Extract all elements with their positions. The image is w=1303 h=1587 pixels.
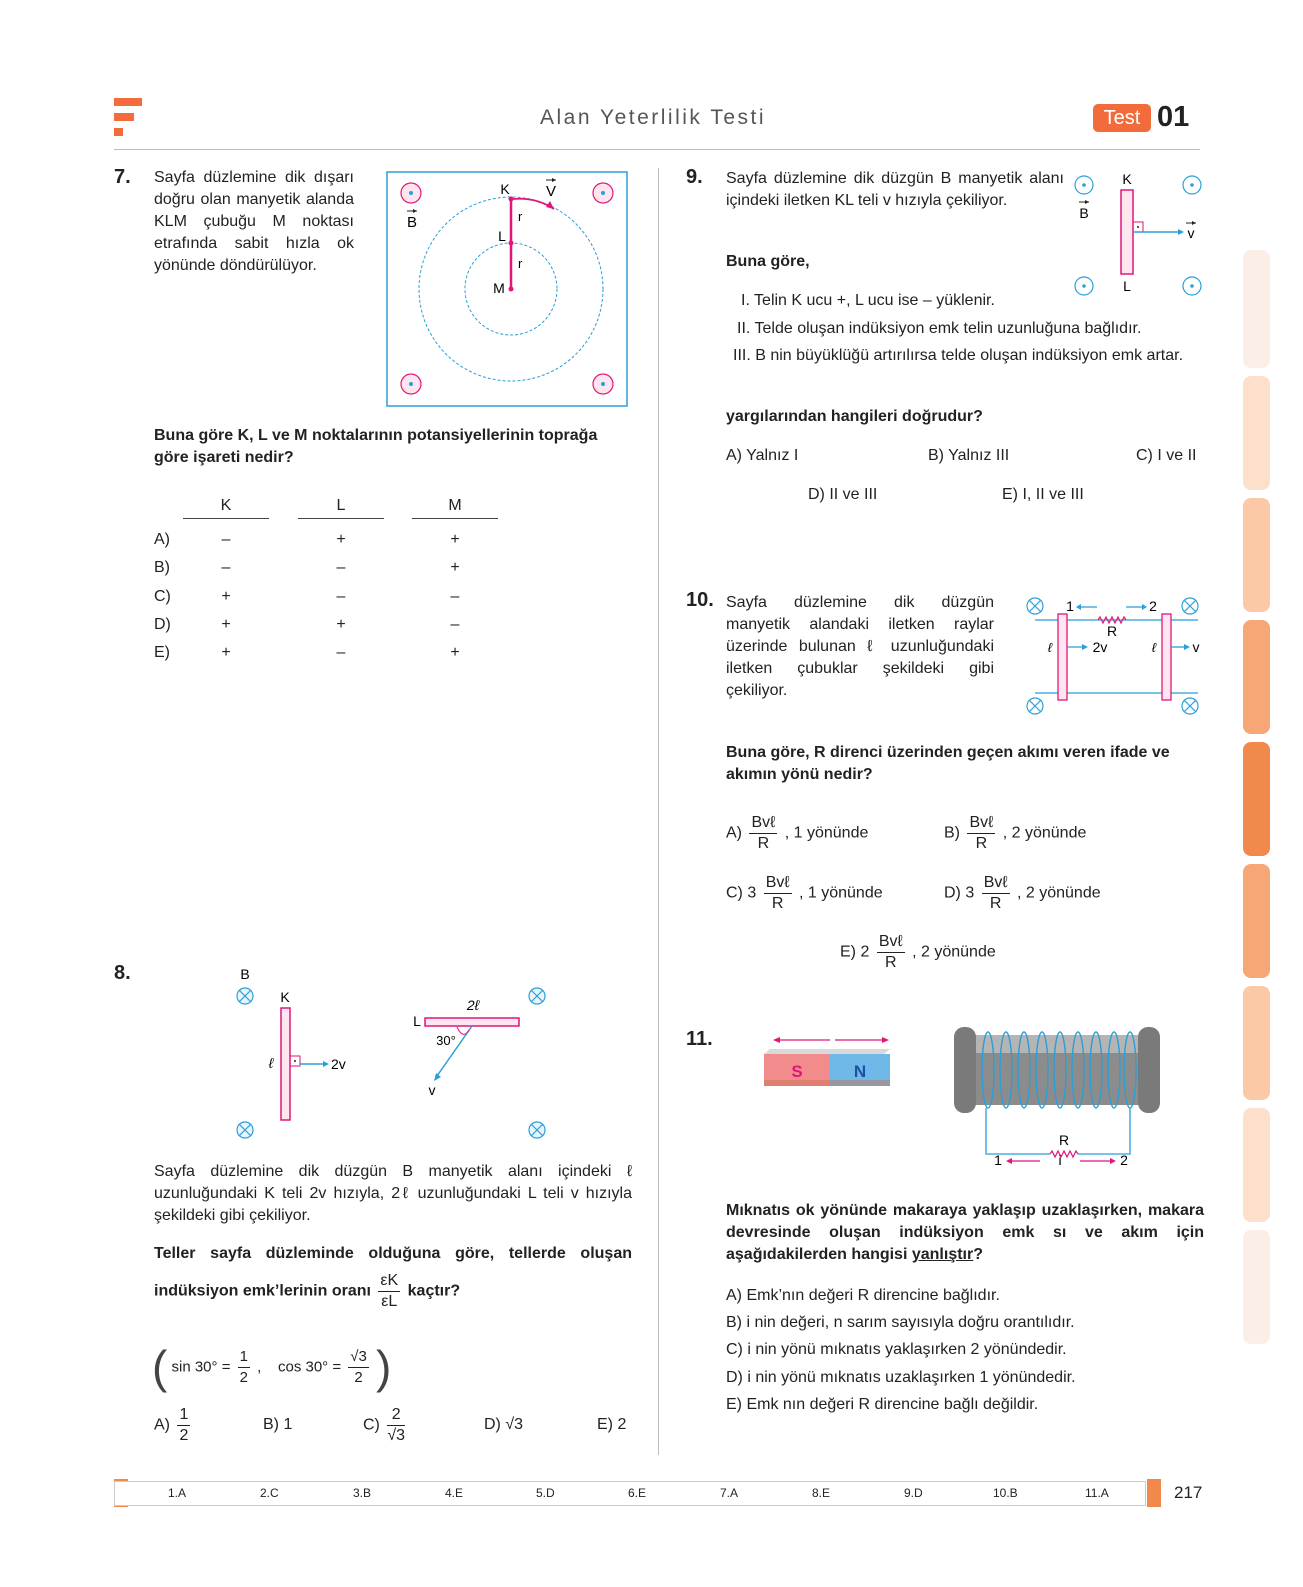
answer-key-8: 8.E bbox=[812, 1486, 831, 1500]
q11-question: Mıknatıs ok yönünde makaraya yaklaşıp uzaklaşırken, makara devresinde oluşan indüksiyon emk sı ve akım için aşağıdakilerden hangisi yanlıştır? bbox=[726, 1202, 1204, 1263]
q10-number: 10. bbox=[686, 589, 714, 611]
svg-text:K: K bbox=[1122, 171, 1132, 187]
q8-figure bbox=[225, 960, 565, 1140]
svg-text:v: v bbox=[1192, 639, 1200, 655]
q8-option-B[interactable]: B) 1 bbox=[263, 1416, 293, 1433]
page-header-title: Alan Yeterlilik Testi bbox=[540, 106, 767, 129]
q10-text: Sayfa düzlemine dik düzgün manyetik alandaki iletken raylar üzerinde bulunan ℓ uzunluğundaki iletken çubuklar şekildeki gibi çekiliyor. bbox=[726, 594, 994, 699]
into-page-symbol-icon bbox=[1027, 598, 1198, 714]
svg-text:S: S bbox=[791, 1062, 803, 1081]
q9-question: yargılarından hangileri doğrudur? bbox=[726, 408, 983, 425]
q8-hint: ( sin 30° = $\frac{1}{2}$ , cos 30° = $\frac{√3}{2}$ ) bbox=[152, 1341, 392, 1393]
svg-text:1: 1 bbox=[994, 1152, 1002, 1168]
header-divider bbox=[114, 149, 1200, 150]
publisher-logo bbox=[114, 98, 142, 138]
svg-text:L: L bbox=[498, 228, 506, 244]
svg-text:K: K bbox=[500, 181, 510, 197]
q7-col-K: K bbox=[183, 497, 269, 519]
svg-text:N: N bbox=[853, 1062, 867, 1081]
q9-statement-1: I. Telin K ucu +, L ucu ise – yüklenir. bbox=[741, 292, 995, 309]
footer-accent-right bbox=[1147, 1479, 1161, 1507]
svg-text:V: V bbox=[545, 183, 557, 200]
svg-text:ℓ: ℓ bbox=[268, 1055, 274, 1071]
q9-option-C[interactable]: C) I ve II bbox=[1136, 447, 1197, 464]
q11-option-A[interactable]: A) Emk’nın değeri R direncine bağlıdır. bbox=[726, 1287, 1000, 1304]
q8-option-E[interactable]: E) 2 bbox=[597, 1416, 627, 1433]
svg-text:L: L bbox=[413, 1013, 421, 1029]
side-tab-6 bbox=[1243, 864, 1270, 978]
svg-text:B: B bbox=[240, 966, 250, 982]
answer-key-11: 11.A bbox=[1085, 1486, 1109, 1500]
q11-option-E[interactable]: E) Emk nın değeri R direncine bağlı değildir. bbox=[726, 1396, 1039, 1413]
svg-text:v: v bbox=[428, 1082, 436, 1098]
q8-option-A[interactable]: A) $\frac{1}{2}$ bbox=[154, 1406, 189, 1444]
svg-text:1: 1 bbox=[1066, 598, 1074, 614]
side-tab-2 bbox=[1243, 376, 1270, 490]
q7-question: Buna göre K, L ve M noktalarının potansiyellerinin toprağa göre işareti nedir? bbox=[154, 427, 598, 466]
q11-number: 11. bbox=[686, 1028, 713, 1050]
svg-text:B: B bbox=[406, 214, 418, 231]
q9-number: 9. bbox=[686, 166, 703, 188]
q7-number: 7. bbox=[114, 166, 131, 188]
side-tab-9 bbox=[1243, 1230, 1270, 1344]
side-tab-7 bbox=[1243, 986, 1270, 1100]
q7-col-L: L bbox=[298, 497, 384, 519]
out-of-page-symbol-icon bbox=[1075, 176, 1201, 295]
svg-text:L: L bbox=[1123, 278, 1131, 294]
svg-text:r: r bbox=[518, 256, 523, 271]
svg-text:2: 2 bbox=[1120, 1152, 1128, 1168]
answer-key-10: 10.B bbox=[993, 1486, 1018, 1500]
side-tab-8 bbox=[1243, 1108, 1270, 1222]
svg-text:i: i bbox=[1058, 1152, 1062, 1168]
svg-text:r: r bbox=[518, 209, 523, 224]
answer-key-7: 7.A bbox=[720, 1486, 739, 1500]
side-tab-3 bbox=[1243, 498, 1270, 612]
q9-text: Sayfa düzlemine dik düzgün B manyetik alanı içindeki iletken KL teli v hızıyla çekiliyor. bbox=[726, 170, 1064, 209]
side-tab-1 bbox=[1243, 250, 1270, 368]
q8-option-C[interactable]: C) $\frac{2}{√3}$ bbox=[363, 1406, 406, 1444]
q10-option-A[interactable]: A) $\frac{\text{Bvℓ}}{R}$ , 1 yönünde bbox=[726, 814, 869, 852]
magnet-icon bbox=[764, 1049, 890, 1086]
column-divider bbox=[658, 168, 659, 1455]
q7-text: Sayfa düzlemine dik dışarı doğru olan manyetik alanda KLM çubuğu M noktası etrafında sabit hızla ok yönünde döndürülüyor. bbox=[154, 169, 354, 274]
q9-option-E[interactable]: E) I, II ve III bbox=[1002, 486, 1084, 503]
q7-figure bbox=[386, 171, 629, 408]
q10-option-D[interactable]: D) 3 $\frac{\text{Bvℓ}}{R}$ , 2 yönünde bbox=[944, 874, 1101, 912]
q8-number: 8. bbox=[114, 962, 131, 984]
q11-option-C[interactable]: C) i nin yönü mıknatıs yaklaşırken 2 yönündedir. bbox=[726, 1341, 1067, 1358]
q10-option-C[interactable]: C) 3 $\frac{\text{Bvℓ}}{R}$ , 1 yönünde bbox=[726, 874, 883, 912]
answer-key-6: 6.E bbox=[628, 1486, 647, 1500]
svg-text:2v: 2v bbox=[1092, 639, 1108, 655]
test-badge: Test bbox=[1093, 104, 1151, 132]
answer-key-5: 5.D bbox=[536, 1486, 555, 1500]
test-number: 01 bbox=[1157, 101, 1190, 133]
answer-key-9: 9.D bbox=[904, 1486, 923, 1500]
svg-text:K: K bbox=[280, 989, 290, 1005]
q9-figure bbox=[1070, 168, 1205, 300]
answer-key-2: 2.C bbox=[260, 1486, 279, 1500]
q9-option-A[interactable]: A) Yalnız I bbox=[726, 447, 799, 464]
q10-figure bbox=[1020, 590, 1210, 720]
answer-key-1: 1.A bbox=[168, 1486, 187, 1500]
q10-option-E[interactable]: E) 2 $\frac{\text{Bvℓ}}{R}$ , 2 yönünde bbox=[840, 933, 996, 971]
svg-text:M: M bbox=[493, 280, 505, 296]
q9-statement-3: III. B nin büyüklüğü artırılırsa telde oluşan indüksiyon emk artar. bbox=[733, 347, 1184, 364]
solenoid-coil-icon bbox=[954, 1027, 1160, 1113]
svg-text:B: B bbox=[1079, 205, 1089, 221]
side-tab-5-active bbox=[1243, 742, 1270, 856]
svg-text:v: v bbox=[1187, 225, 1195, 241]
svg-text:R: R bbox=[1106, 623, 1118, 639]
q9-lead: Buna göre, bbox=[726, 253, 810, 270]
svg-text:30°: 30° bbox=[436, 1033, 456, 1048]
answer-key-4: 4.E bbox=[445, 1486, 464, 1500]
q10-question: Buna göre, R direnci üzerinden geçen akımı veren ifade ve akımın yönü nedir? bbox=[726, 744, 1170, 783]
svg-text:ℓ: ℓ bbox=[1151, 640, 1157, 655]
q11-option-D[interactable]: D) i nin yönü mıknatıs uzaklaşırken 1 yönündedir. bbox=[726, 1369, 1076, 1386]
q11-option-B[interactable]: B) i nin değeri, n sarım sayısıyla doğru orantılıdır. bbox=[726, 1314, 1075, 1331]
q9-option-D[interactable]: D) II ve III bbox=[808, 486, 878, 503]
svg-text:2ℓ: 2ℓ bbox=[466, 997, 480, 1013]
q8-question-line1: Teller sayfa düzleminde olduğuna göre, tellerde oluşan bbox=[154, 1245, 632, 1262]
q9-statement-2: II. Telde oluşan indüksiyon emk telin uzunluğuna bağlıdır. bbox=[737, 320, 1142, 337]
svg-text:2: 2 bbox=[1149, 598, 1157, 614]
q7-col-M: M bbox=[412, 497, 498, 519]
out-of-page-symbol-icon bbox=[401, 183, 613, 394]
q9-option-B[interactable]: B) Yalnız III bbox=[928, 447, 1010, 464]
q8-text: Sayfa düzlemine dik düzgün B manyetik alanı içindeki ℓ uzunluğundaki K teli 2v hızıyla, 2ℓ uzunluğundaki L teli v hızıyla şekildeki gibi çekiliyor. bbox=[154, 1163, 632, 1224]
q10-option-B[interactable]: B) $\frac{\text{Bvℓ}}{R}$ , 2 yönünde bbox=[944, 814, 1087, 852]
svg-text:R: R bbox=[1058, 1132, 1070, 1148]
q8-question-line2: indüksiyon emk’lerinin oranı $\frac{\varepsilon K}{\varepsilon L}$ kaçtır? bbox=[154, 1272, 461, 1310]
svg-text:2v: 2v bbox=[331, 1056, 346, 1072]
side-tab-4 bbox=[1243, 620, 1270, 734]
svg-text:ℓ: ℓ bbox=[1047, 640, 1053, 655]
q11-figure bbox=[760, 1020, 1170, 1196]
page-number: 217 bbox=[1174, 1483, 1203, 1502]
q8-option-D[interactable]: D) √3 bbox=[484, 1416, 524, 1433]
answer-key-3: 3.B bbox=[353, 1486, 372, 1500]
